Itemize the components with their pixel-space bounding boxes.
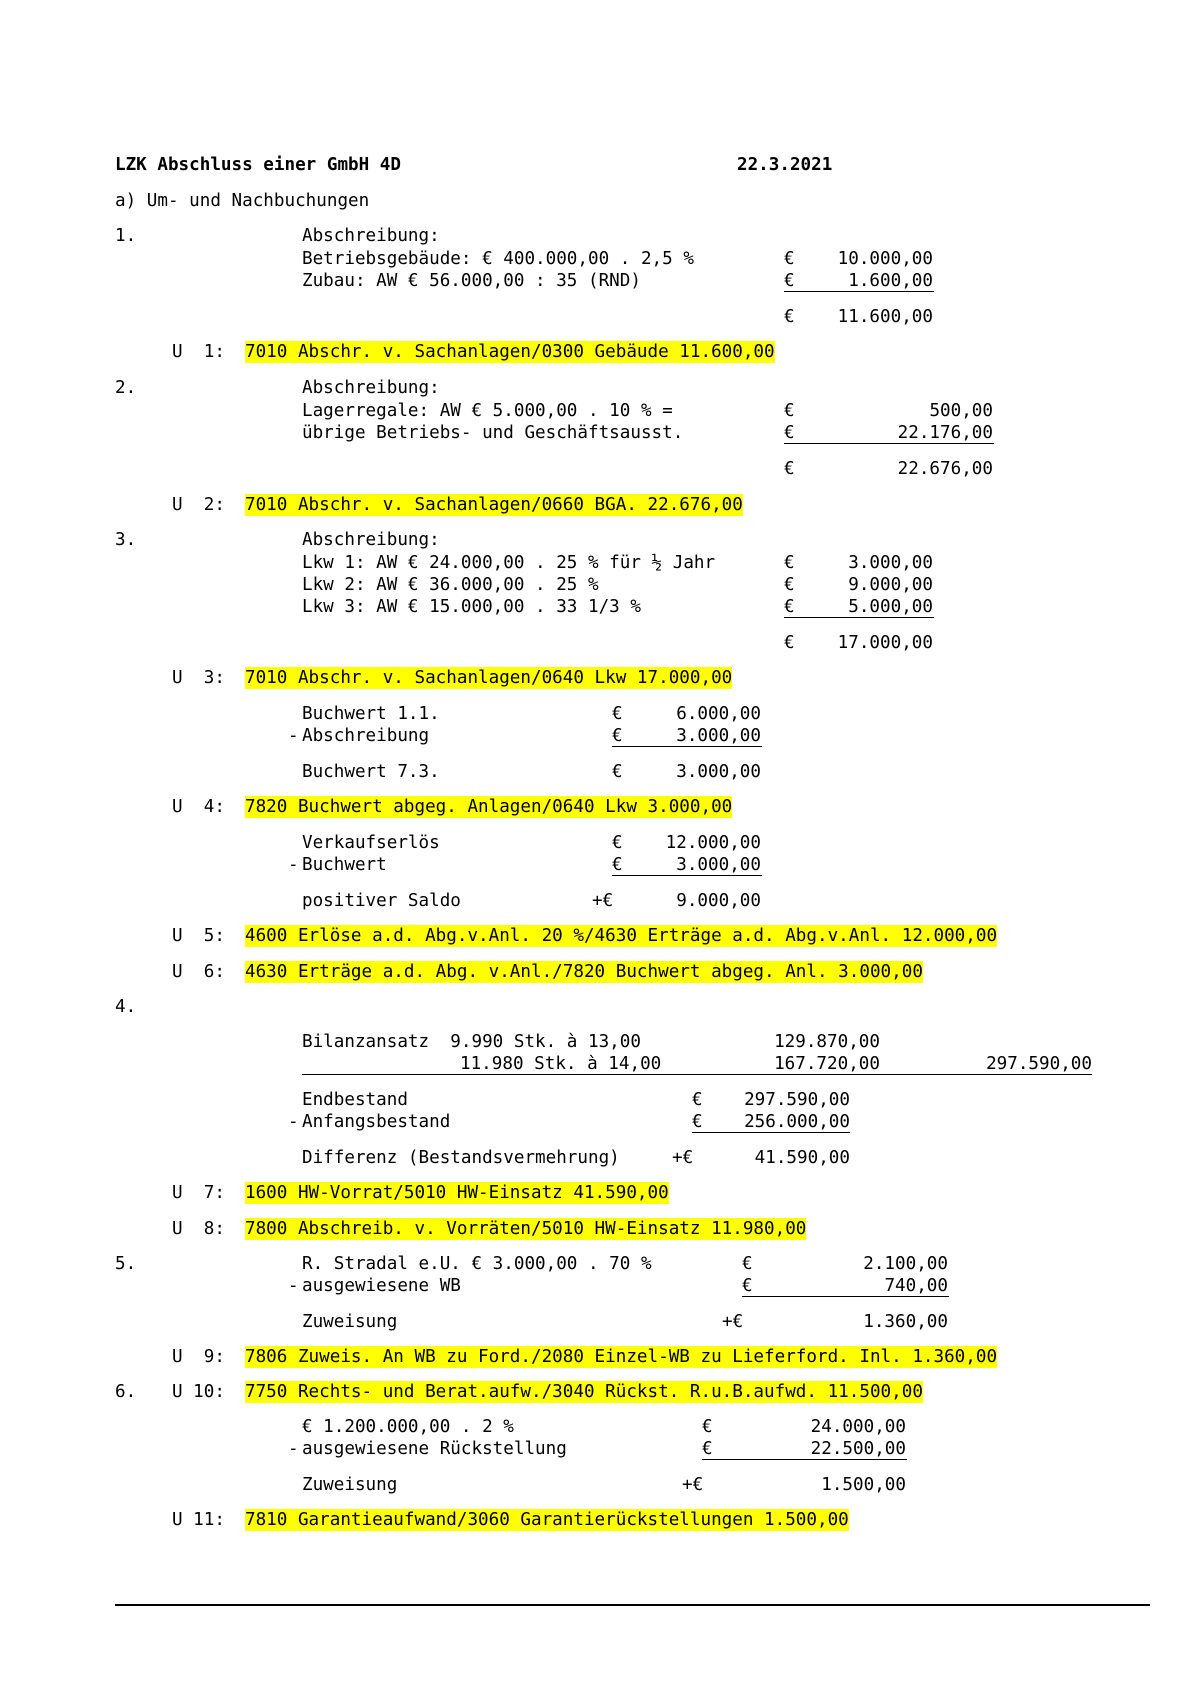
booking-entry: 7010 Abschr. v. Sachanlagen/0300 Gebäude 11.600,00 (245, 342, 775, 362)
calc-line: Lkw 1: AW € 24.000,00 . 25 % für ½ Jahr (302, 553, 716, 573)
document-date: 22.3.2021 (737, 155, 833, 175)
booking-label: U 1: (172, 342, 225, 362)
currency-symbol: +€ (672, 1148, 694, 1168)
calc-line: Lagerregale: AW € 5.000,00 . 10 % = (302, 401, 673, 421)
booking-entry: 7750 Rechts- und Berat.aufw./3040 Rückst. R.u.B.aufwd. 11.500,00 (245, 1382, 923, 1402)
currency-symbol: € (784, 633, 795, 653)
calc-value: 9.000,00 (848, 575, 933, 595)
booking-entry: 7810 Garantieaufwand/3060 Garantierückstellungen 1.500,00 (245, 1510, 849, 1530)
calc-line: Differenz (Bestandsvermehrung) (302, 1148, 620, 1168)
booking-label: U 9: (172, 1347, 225, 1367)
calc-value: 1.600,00 (848, 271, 933, 291)
calc-line: Buchwert 7.3. (302, 762, 440, 782)
calc-line: ausgewiesene WB (302, 1276, 461, 1296)
calc-value: 22.176,00 (897, 423, 993, 443)
minus-sign: - (288, 1276, 299, 1296)
currency-symbol: € (702, 1439, 713, 1459)
calc-total: 11.600,00 (837, 307, 933, 327)
calc-total: 297.590,00 (986, 1054, 1092, 1074)
currency-symbol: € (784, 423, 795, 443)
booking-label: U 11: (172, 1510, 225, 1530)
underline-rule (742, 1296, 949, 1297)
calc-line: R. Stradal e.U. € 3.000,00 . 70 % (302, 1254, 652, 1274)
booking-entry: 1600 HW-Vorrat/5010 HW-Einsatz 41.590,00 (245, 1183, 669, 1203)
minus-sign: - (288, 1112, 299, 1132)
currency-symbol: € (742, 1276, 753, 1296)
minus-sign: - (288, 726, 299, 746)
booking-label: U 10: (172, 1382, 225, 1402)
calc-value: 22.500,00 (810, 1439, 906, 1459)
underline-rule (784, 443, 994, 444)
currency-symbol: +€ (592, 891, 614, 911)
item-number: 4. (115, 997, 137, 1017)
underline-rule (612, 746, 762, 747)
calc-value: 2.100,00 (863, 1254, 948, 1274)
calc-line: 11.980 Stk. à 14,00 (460, 1054, 662, 1074)
booking-label: U 3: (172, 668, 225, 688)
booking-label: U 6: (172, 962, 225, 982)
calc-line: Buchwert 1.1. (302, 704, 440, 724)
calc-value: 3.000,00 (676, 855, 761, 875)
calc-value: 9.000,00 (676, 891, 761, 911)
booking-label: U 2: (172, 495, 225, 515)
currency-symbol: +€ (682, 1475, 704, 1495)
calc-value: 6.000,00 (676, 704, 761, 724)
currency-symbol: € (742, 1254, 753, 1274)
currency-symbol: € (612, 855, 623, 875)
currency-symbol: € (784, 553, 795, 573)
booking-entry: 7806 Zuweis. An WB zu Ford./2080 Einzel-WB zu Lieferford. Inl. 1.360,00 (245, 1347, 998, 1367)
item-number: 1. (115, 226, 137, 246)
calc-value: 167.720,00 (774, 1054, 880, 1074)
calc-value: 297.590,00 (744, 1090, 850, 1110)
currency-symbol: € (612, 726, 623, 746)
calc-value: 10.000,00 (837, 249, 933, 269)
underline-rule (612, 875, 762, 876)
document-title: LZK Abschluss einer GmbH 4D (115, 155, 401, 175)
item-number: 2. (115, 378, 137, 398)
minus-sign: - (288, 1439, 299, 1459)
calc-value: 3.000,00 (848, 553, 933, 573)
calc-line: übrige Betriebs- und Geschäftsausst. (302, 423, 684, 443)
currency-symbol: € (784, 249, 795, 269)
calc-value: 1.360,00 (863, 1312, 948, 1332)
currency-symbol: € (692, 1112, 703, 1132)
currency-symbol: € (784, 597, 795, 617)
calc-line: ausgewiesene Rückstellung (302, 1439, 567, 1459)
calc-line: Zubau: AW € 56.000,00 : 35 (RND) (302, 271, 641, 291)
calc-value: 3.000,00 (676, 726, 761, 746)
section-heading: a) Um- und Nachbuchungen (115, 191, 370, 211)
underline-rule (784, 291, 934, 292)
booking-entry: 7820 Buchwert abgeg. Anlagen/0640 Lkw 3.000,00 (245, 797, 733, 817)
item-number: 3. (115, 530, 137, 550)
calc-heading: Abschreibung: (302, 378, 440, 398)
booking-entry: 7010 Abschr. v. Sachanlagen/0660 BGA. 22.676,00 (245, 495, 743, 515)
currency-symbol: € (612, 704, 623, 724)
currency-symbol: € (692, 1090, 703, 1110)
calc-total: 17.000,00 (837, 633, 933, 653)
calc-line: Abschreibung (302, 726, 430, 746)
calc-line: Verkaufserlös (302, 833, 440, 853)
minus-sign: - (288, 855, 299, 875)
calc-line: Zuweisung (302, 1475, 398, 1495)
booking-label: U 5: (172, 926, 225, 946)
calc-line: Anfangsbestand (302, 1112, 451, 1132)
underline-rule (692, 1132, 850, 1133)
item-number: 6. (115, 1382, 137, 1402)
booking-entry: 4600 Erlöse a.d. Abg.v.Anl. 20 %/4630 Erträge a.d. Abg.v.Anl. 12.000,00 (245, 926, 998, 946)
calc-value: 5.000,00 (848, 597, 933, 617)
calc-value: 500,00 (929, 401, 993, 421)
currency-symbol: € (784, 401, 795, 421)
booking-label: U 4: (172, 797, 225, 817)
booking-entry: 7800 Abschreib. v. Vorräten/5010 HW-Einsatz 11.980,00 (245, 1219, 807, 1239)
calc-line: Endbestand (302, 1090, 408, 1110)
underline-rule (702, 1459, 907, 1460)
calc-value: 41.590,00 (754, 1148, 850, 1168)
underline-rule (302, 1074, 1092, 1075)
calc-value: 1.500,00 (821, 1475, 906, 1495)
footer-rule (115, 1604, 1150, 1606)
calc-line: positiver Saldo (302, 891, 461, 911)
calc-value: 3.000,00 (676, 762, 761, 782)
calc-heading: Abschreibung: (302, 226, 440, 246)
calc-value: 740,00 (884, 1276, 948, 1296)
currency-symbol: +€ (722, 1312, 744, 1332)
calc-value: 129.870,00 (774, 1032, 880, 1052)
booking-entry: 7010 Abschr. v. Sachanlagen/0640 Lkw 17.000,00 (245, 668, 733, 688)
underline-rule (784, 617, 934, 618)
calc-heading: Abschreibung: (302, 530, 440, 550)
calc-total: 22.676,00 (897, 459, 993, 479)
currency-symbol: € (784, 271, 795, 291)
booking-entry: 4630 Erträge a.d. Abg. v.Anl./7820 Buchwert abgeg. Anl. 3.000,00 (245, 962, 923, 982)
currency-symbol: € (784, 575, 795, 595)
currency-symbol: € (612, 762, 623, 782)
currency-symbol: € (612, 833, 623, 853)
calc-line: € 1.200.000,00 . 2 % (302, 1417, 514, 1437)
booking-label: U 7: (172, 1183, 225, 1203)
currency-symbol: € (702, 1417, 713, 1437)
currency-symbol: € (784, 459, 795, 479)
booking-label: U 8: (172, 1219, 225, 1239)
calc-value: 24.000,00 (810, 1417, 906, 1437)
calc-line: Lkw 3: AW € 15.000,00 . 33 1/3 % (302, 597, 641, 617)
calc-value: 256.000,00 (744, 1112, 850, 1132)
calc-line: Zuweisung (302, 1312, 398, 1332)
currency-symbol: € (784, 307, 795, 327)
calc-line: Betriebsgebäude: € 400.000,00 . 2,5 % (302, 249, 694, 269)
item-number: 5. (115, 1254, 137, 1274)
calc-value: 12.000,00 (665, 833, 761, 853)
calc-line: Lkw 2: AW € 36.000,00 . 25 % (302, 575, 599, 595)
calc-line: Buchwert (302, 855, 387, 875)
calc-line: Bilanzansatz 9.990 Stk. à 13,00 (302, 1032, 641, 1052)
